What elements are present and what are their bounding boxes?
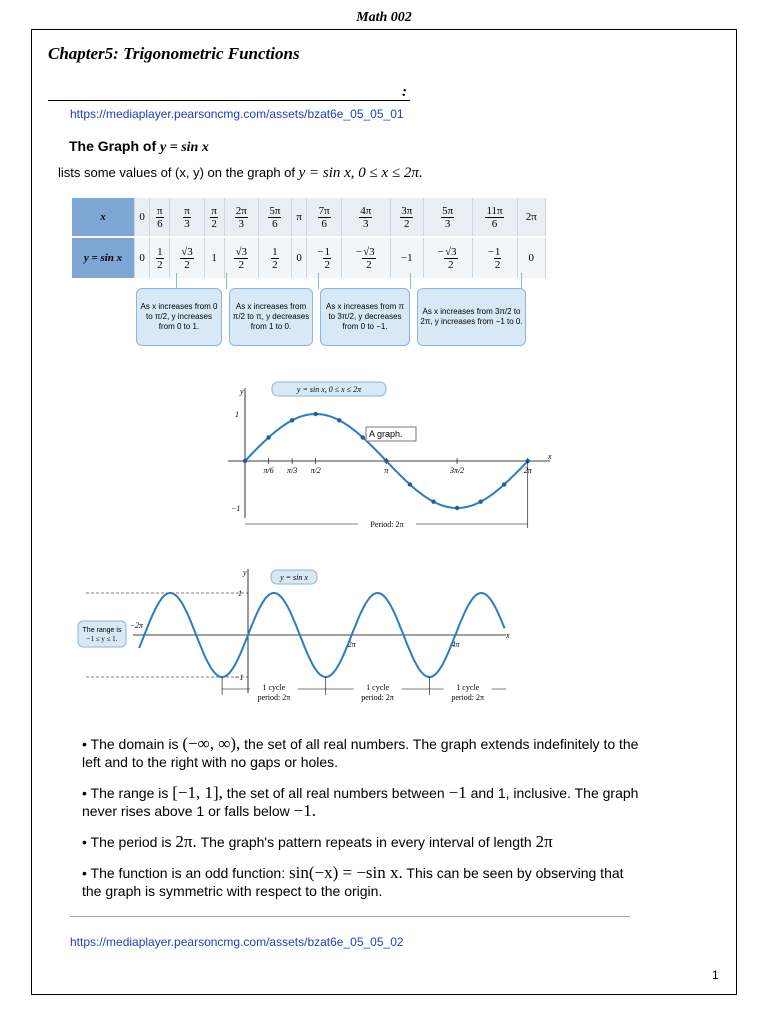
chapter-title: Chapter5: Trigonometric Functions <box>48 44 300 63</box>
period-bullet: • The period is 2π. The graph's pattern repeats in every interval of length 2π <box>82 832 553 851</box>
graph2-y-tick: −1 <box>234 673 244 682</box>
table-x-value: $\frac{\pi}{6}$ <box>150 198 170 237</box>
intro-math: y = sin x, 0 ≤ x ≤ 2π. <box>298 165 423 181</box>
range-note-line1: The range is <box>82 627 122 634</box>
table-x-value: $\frac{\pi}{3}$ <box>170 198 204 237</box>
sine-values-table <box>72 198 546 278</box>
graph2-x-tick-label: 2π <box>347 640 356 649</box>
graph1-data-point <box>243 459 247 463</box>
table-y-value: − $\frac{√3}{2}$ <box>341 237 390 278</box>
table-x-value: $\frac{4\pi}{3}$ <box>341 198 390 237</box>
table-y-header: y = sin x <box>72 237 135 278</box>
graph1-period-label: Period: 2π <box>370 520 404 529</box>
graph1-x-tick-label: π/2 <box>310 466 321 475</box>
table-y-value: −1 <box>390 237 423 278</box>
media-link-1[interactable]: https://mediaplayer.pearsoncmg.com/assets/bzat6e_05_05_01 <box>70 107 404 121</box>
graph2-x-tick-label: 4π <box>451 640 460 649</box>
table-x-value: $\frac{11\pi}{6}$ <box>472 198 517 237</box>
table-y-value: 1 <box>204 237 224 278</box>
page-number: 1 <box>712 968 719 982</box>
range-note-box <box>78 621 126 647</box>
graph2-cycle-period: period: 2π <box>451 693 485 702</box>
graph1-annotation: A graph. <box>369 429 403 439</box>
table-x-value: $\frac{3\pi}{2}$ <box>390 198 423 237</box>
graph1-data-point <box>455 506 459 510</box>
graph1-label: y = sin x, 0 ≤ x ≤ 2π <box>296 385 362 394</box>
graph2-y-label: y <box>243 568 247 577</box>
properties-list <box>82 735 642 913</box>
section-title <box>69 138 209 156</box>
graph1-y-tick: 1 <box>235 410 239 419</box>
graph1-x-tick-label: π/6 <box>263 466 274 475</box>
graph1-data-point <box>361 435 365 439</box>
graph1-x-tick-label: π/3 <box>287 466 298 475</box>
graph2-cycle-label: 1 cycle <box>262 683 286 692</box>
section-title-prefix: The Graph of <box>69 138 160 154</box>
graph2-x-label: x <box>506 631 510 640</box>
graph1-data-point <box>502 482 506 486</box>
intro-text-body: lists some values of (x, y) on the graph of <box>58 165 299 180</box>
table-x-value: $\frac{\pi}{2}$ <box>204 198 224 237</box>
table-x-value: π <box>291 198 306 237</box>
callout-increase-1: As x increases from 0 to π/2, y increases from 0 to 1. <box>136 288 222 346</box>
blank-colon: : <box>402 84 407 100</box>
graph2-cycle-label: 1 cycle <box>366 683 390 692</box>
table-x-value: 2π <box>517 198 545 237</box>
graph2-y-tick: 1 <box>238 589 242 598</box>
sine-graph-one-period <box>228 380 558 530</box>
table-x-value: $\frac{5\pi}{6}$ <box>258 198 291 237</box>
graph2-cycle-period: period: 2π <box>361 693 394 702</box>
graph1-x-tick-label: 3π/2 <box>449 466 465 475</box>
graph2-label: y = sin x <box>280 573 308 582</box>
graph1-data-point <box>408 482 412 486</box>
callout-decrease-2: As x increases from π to 3π/2, y decreases from 0 to −1. <box>320 288 410 346</box>
graph1-y-label: y <box>240 387 244 396</box>
graph1-y-tick: −1 <box>231 504 241 513</box>
page-header-title: Math 002 <box>356 10 412 25</box>
graph1-data-point <box>290 418 294 422</box>
media-link-2[interactable]: https://mediaplayer.pearsoncmg.com/assets/bzat6e_05_05_02 <box>70 935 404 949</box>
table-y-value: 0 <box>517 237 545 278</box>
section-title-math: y = sin x <box>160 140 209 155</box>
odd-function-bullet: • The function is an odd function: sin(−x) = −sin x. This can be seen by observing that the graph is symmetric with respect to the origin. <box>82 863 624 899</box>
graph1-data-point <box>266 435 270 439</box>
graph1-x-label: x <box>548 452 552 461</box>
graph1-x-tick-label: 2π <box>523 466 532 475</box>
table-y-value: − $\frac{√3}{2}$ <box>423 237 472 278</box>
table-y-value: 0 <box>135 237 150 278</box>
range-bullet: • The range is [−1, 1], the set of all real numbers between −1 and 1, inclusive. The graph never rises above 1 or falls below −1. <box>82 783 639 820</box>
table-y-value: − $\frac{1}{2}$ <box>472 237 517 278</box>
domain-bullet: • The domain is (−∞, ∞), the set of all real numbers. The graph extends indefinitely to the left and to the right with no gaps or holes. <box>82 734 639 770</box>
graph1-data-point <box>384 459 388 463</box>
graph2-cycle-period: period: 2π <box>257 693 291 702</box>
graph2-cycle-label: 1 cycle <box>456 683 480 692</box>
graph1-x-tick-label: π <box>384 466 389 475</box>
graph1-data-point <box>337 418 341 422</box>
table-y-value: $\frac{√3}{2}$ <box>170 237 204 278</box>
table-x-value: $\frac{7\pi}{6}$ <box>307 198 342 237</box>
callout-increase-2: As x increases from 3π/2 to 2π, y increases from −1 to 0. <box>417 288 526 346</box>
table-y-value: $\frac{1}{2}$ <box>150 237 170 278</box>
graph1-data-point <box>313 412 317 416</box>
table-x-value: 0 <box>135 198 150 237</box>
table-y-value: − $\frac{1}{2}$ <box>307 237 342 278</box>
range-note-line2: −1 ≤ y ≤ 1. <box>86 635 118 643</box>
callout-decrease-1: As x increases from π/2 to π, y decreases from 1 to 0. <box>229 288 313 346</box>
graph1-data-point <box>478 500 482 504</box>
fill-in-blank-line <box>48 100 410 101</box>
graph1-data-point <box>431 500 435 504</box>
intro-text <box>58 165 423 182</box>
table-y-value: 0 <box>291 237 306 278</box>
table-x-header: x <box>72 198 135 237</box>
table-x-value: $\frac{2\pi}{3}$ <box>224 198 258 237</box>
graph2-x-tick-label: −2π <box>129 621 144 630</box>
table-y-value: $\frac{1}{2}$ <box>258 237 291 278</box>
sine-graph-multiple-periods <box>78 565 518 715</box>
table-y-value: $\frac{√3}{2}$ <box>224 237 258 278</box>
divider-rule <box>70 916 630 917</box>
table-x-value: $\frac{5\pi}{3}$ <box>423 198 472 237</box>
